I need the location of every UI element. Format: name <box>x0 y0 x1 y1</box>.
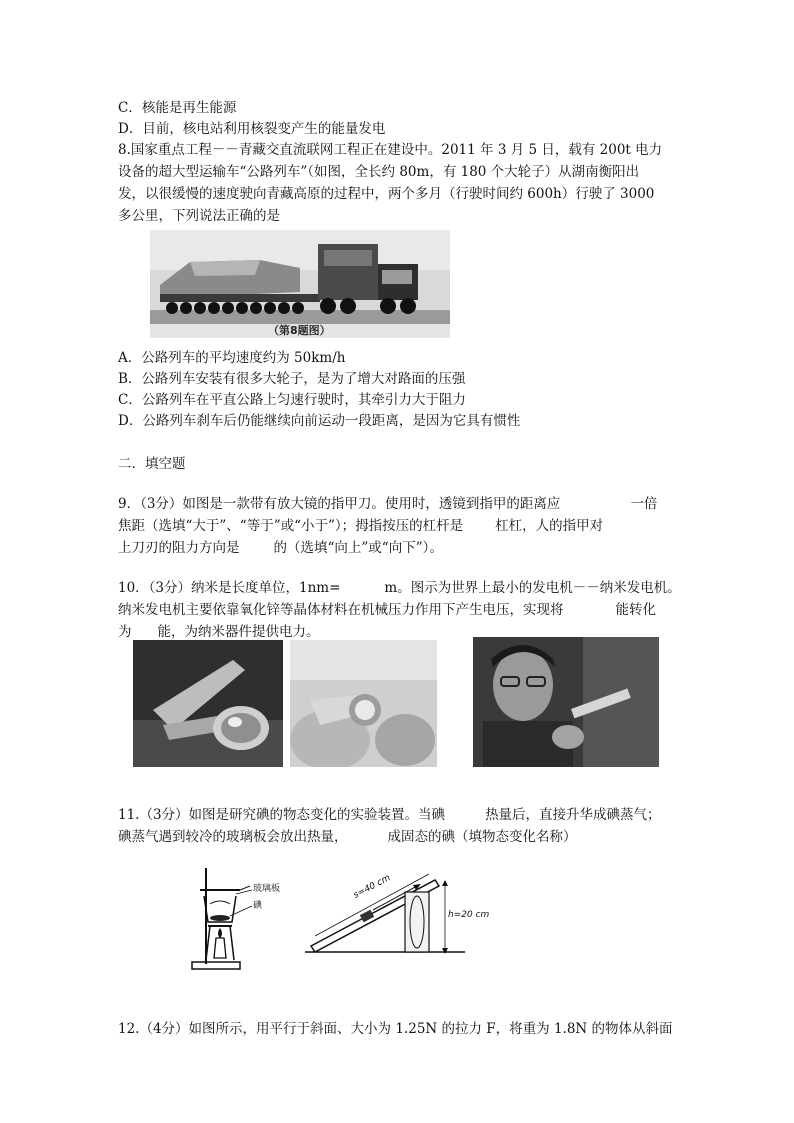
section-title-fill-in: 二．填空题 <box>118 456 186 472</box>
q9-line3 <box>118 538 443 558</box>
label-iodine: 碘 <box>253 901 263 911</box>
q9-text: 的（选填“向上”或“向下”）。 <box>273 540 443 556</box>
q8-option-b: B．公路列车安装有很多大轮子，是为了增大对路面的压强 <box>118 371 466 387</box>
road-train-photo <box>150 230 450 338</box>
q9-line2 <box>118 516 603 536</box>
q8-stem-line1: 8.国家重点工程－－青藏交直流联网工程正在建设中。2011 年 3 月 5 日，载有 200t 电力 <box>118 142 663 158</box>
q11-text: 成固态的碘（填物态变化名称） <box>387 829 577 845</box>
q10-text: 能，为纳米器件提供电力。 <box>157 624 320 640</box>
q11-line2 <box>118 827 577 847</box>
q10-text: m。图示为世界上最小的发电机－－纳米发电机。 <box>384 580 681 596</box>
q8-stem-line3: 发，以很缓慢的速度驶向青藏高原的过程中，两个多月（行驶时间约 600h）行驶了 3000 <box>118 186 655 202</box>
magnifier-lens-photo <box>290 640 437 767</box>
q10-line2 <box>118 600 656 620</box>
q12-line1: 12.（4分）如图所示，用平行于斜面、大小为 1.25N 的拉力 F，将重为 1.8N 的物体从斜面 <box>118 1021 673 1037</box>
q9-text: 一倍 <box>630 496 658 512</box>
q10-text: 10．（3分）纳米是长度单位，1nm= <box>118 580 341 596</box>
q9-text: 上刀刃的阻力方向是 <box>118 540 240 556</box>
q9-text: 焦距（选填“大于”、“等于”或“小于”）；拇指按压的杠杆是 <box>118 518 464 534</box>
q10-line1 <box>118 578 681 598</box>
q10-text: 为 <box>118 624 132 640</box>
q8-option-c: C．公路列车在平直公路上匀速行驶时，其牵引力大于阻力 <box>118 392 466 408</box>
q8-stem-line2: 设备的超大型运输车“公路列车”（如图，全长约 80m，有 180 个大轮子）从湖南衡阳出 <box>118 164 640 180</box>
q7-option-c: C．核能是再生能源 <box>118 100 237 116</box>
q11-line1 <box>118 805 661 825</box>
figure-caption-q8: （第8题图） <box>268 324 331 337</box>
q11-text: 11.（3分）如图是研究碘的物态变化的实验装置。当碘 <box>118 807 446 823</box>
q10-text: 能转化 <box>615 602 656 618</box>
scientist-nanogenerator-photo <box>473 637 659 767</box>
q8-option-d: D．公路列车刹车后仍能继续向前运动一段距离，是因为它具有惯性 <box>118 413 521 429</box>
q8-stem-line4: 多公里，下列说法正确的是 <box>118 208 280 224</box>
q10-text: 纳米发电机主要依靠氧化锌等晶体材料在机械压力作用下产生电压，实现将 <box>118 602 564 618</box>
label-h-height: h=20 cm <box>448 910 490 920</box>
q11-text: 热量后，直接升华成碘蒸气； <box>485 807 661 823</box>
q9-line1 <box>118 494 657 514</box>
q9-text: 杠杠，人的指甲对 <box>495 518 604 534</box>
q11-text: 碘蒸气遇到较冷的玻璃板会放出热量， <box>118 829 348 845</box>
iodine-apparatus-diagram <box>188 860 288 975</box>
q9-text: 9．（3分）如图是一款带有放大镜的指甲刀。使用时，透镜到指甲的距离应 <box>118 496 561 512</box>
label-s-length: s=40 cm <box>352 873 393 901</box>
q10-line3 <box>118 622 320 642</box>
q8-option-a: A．公路列车的平均速度约为 50km/h <box>118 350 346 366</box>
nail-clipper-photo <box>133 640 283 767</box>
q7-option-d: D．目前，核电站利用核裂变产生的能量发电 <box>118 121 386 137</box>
label-glass-plate: 玻璃板 <box>253 884 281 894</box>
